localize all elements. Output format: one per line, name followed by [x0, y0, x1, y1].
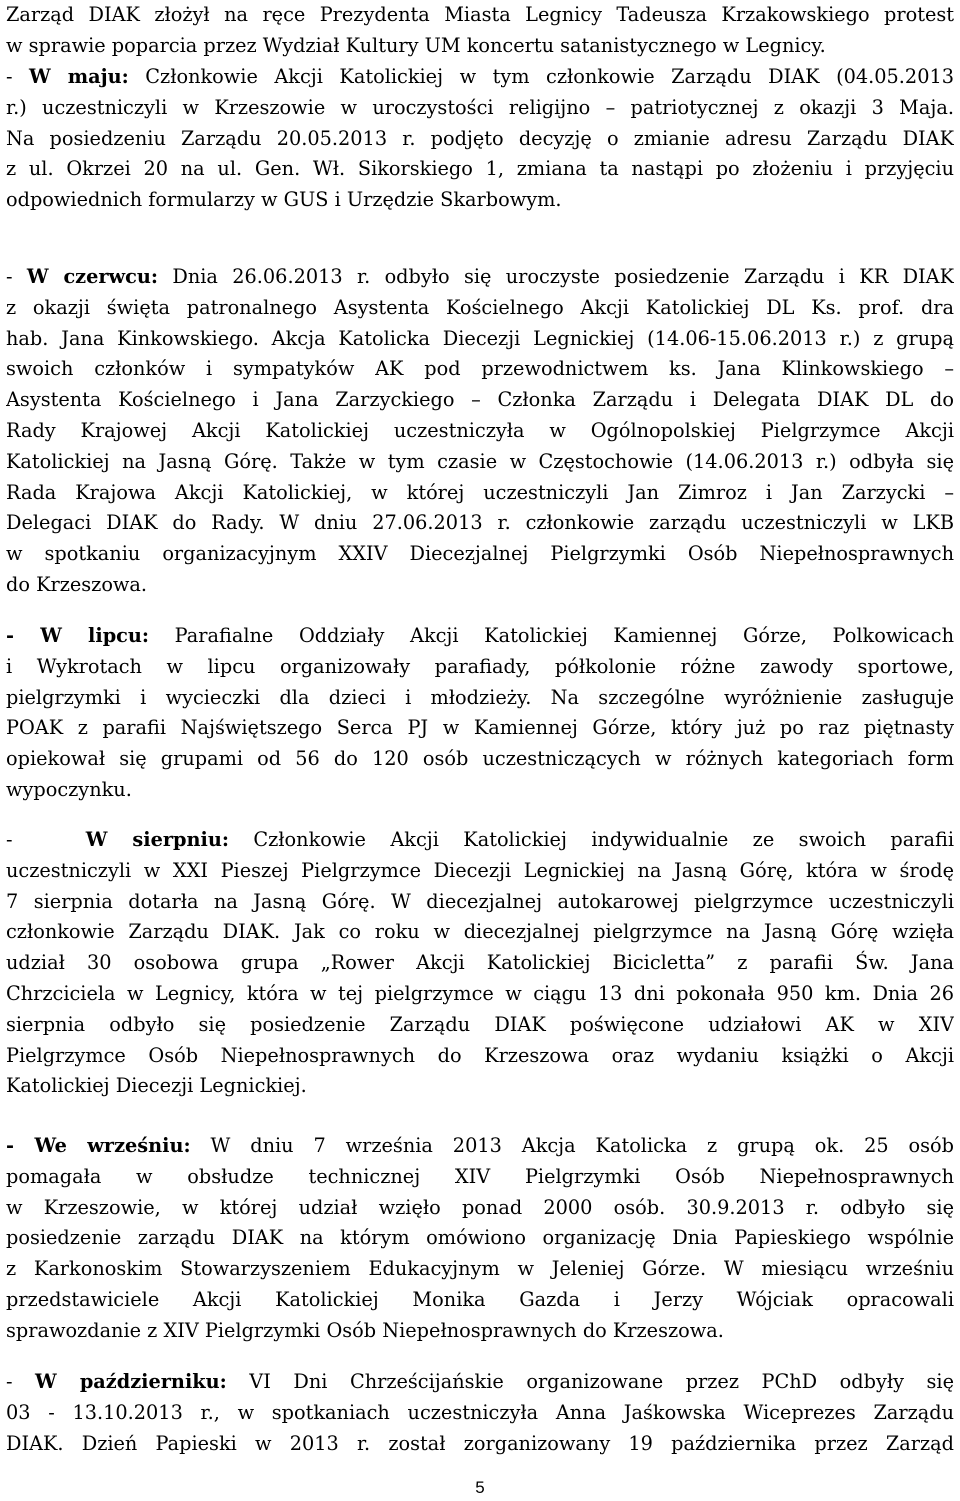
page-number: 5 [475, 1478, 485, 1497]
text-line: w spotkaniu organizacyjnym XXIV Diecezjalnej Pielgrzymki Osób Niepełnosprawnych [6, 542, 954, 566]
text-line: sprawozdanie z XIV Pielgrzymki Osób Niepełnosprawnych do Krzeszowa. [6, 1318, 724, 1342]
paragraph-intro [6, 0, 954, 62]
text-line: hab. Jana Kinkowskiego. Akcja Katolicka Diecezji Legnickiej (14.06-15.06.2013 r.) z grupą [6, 326, 954, 350]
text-line: 03 - 13.10.2013 r., w spotkaniach uczestniczyła Anna Jaśkowska Wiceprezes Zarządu [6, 1400, 954, 1424]
text-line: sierpnia odbyło się posiedzenie Zarządu DIAK poświęcone udziałowi AK w XIV [6, 1012, 954, 1036]
month-label-october: W październiku: [35, 1370, 227, 1393]
text-line: Na posiedzeniu Zarządu 20.05.2013 r. podjęto decyzję o zmianie adresu Zarządu DIAK [6, 126, 954, 150]
text-line: do Krzeszowa. [6, 572, 148, 596]
text-line: członkowie Zarządu DIAK. Jak co roku w diecezjalnej pielgrzymce na Jasną Górę wzięła [6, 920, 954, 944]
text-line: POAK z parafii Najświętszego Serca PJ w Kamiennej Górze, który już po raz piętnasty [6, 716, 954, 740]
text-line: w sprawie poparcia przez Wydział Kultury UM koncertu satanistycznego w Legnicy. [6, 33, 826, 57]
month-label-july: - W lipcu: [6, 624, 150, 647]
text-line: Pielgrzymce Osób Niepełnosprawnych do Krzeszowa oraz wydaniu książki o Akcji [6, 1043, 954, 1067]
text-line: DIAK. Dzień Papieski w 2013 r. został zorganizowany 19 października przez Zarząd [6, 1431, 954, 1455]
text-line: uczestniczyli w XXI Pieszej Pielgrzymce Diecezji Legnickiej na Jasną Górę, która w środę [6, 858, 954, 882]
text-line: wypoczynku. [6, 777, 132, 801]
text-line: pomagała w obsłudze technicznej XIV Pielgrzymki Osób Niepełnosprawnych [6, 1164, 954, 1188]
text-line: - W czerwcu: Dnia 26.06.2013 r. odbyło się uroczyste posiedzenie Zarządu i KR DIAK [6, 265, 954, 288]
text-line: udział 30 osobowa grupa „Rower Akcji Katolickiej Bicicletta” z parafii Św. Jana [6, 951, 954, 975]
text-line: posiedzenie zarządu DIAK na którym omówiono organizację Dnia Papieskiego wspólnie [6, 1226, 954, 1250]
text-line: z okazji święta patronalnego Asystenta Kościelnego Akcji Katolickiej DL Ks. prof. dra [6, 295, 954, 319]
text-line: z ul. Okrzei 20 na ul. Gen. Wł. Sikorskiego 1, zmiana ta nastąpi po złożeniu i przyjęciu [6, 157, 954, 181]
text-line: w Krzeszowie, w której udział wzięło ponad 2000 osób. 30.9.2013 r. odbyło się [6, 1195, 954, 1219]
text-line: - We wrześniu: W dniu 7 września 2013 Akcja Katolicka z grupą ok. 25 osób [6, 1134, 954, 1157]
text-line: przedstawiciele Akcji Katolickiej Monika Gazda i Jerzy Wójciak opracowali [6, 1287, 954, 1311]
paragraph-september [6, 1131, 954, 1347]
text-line: - W sierpniu: Członkowie Akcji Katolickiej indywidualnie ze swoich parafii [6, 828, 954, 851]
paragraph-october [6, 1367, 954, 1459]
paragraph-july [6, 621, 954, 806]
paragraph-may [6, 62, 954, 216]
text-line: - W maju: Członkowie Akcji Katolickiej w tym członkowie Zarządu DIAK (04.05.2013 [6, 65, 954, 88]
list-dash: - [6, 65, 30, 88]
text-line: opiekował się grupami od 56 do 120 osób uczestniczących w różnych kategoriach form [6, 747, 954, 771]
text-line: Chrzciciela w Legnicy, która w tej pielgrzymce w ciągu 13 dni pokonała 950 km. Dnia 26 [6, 981, 954, 1005]
text-line: z Karkonoskim Stowarzyszeniem Edukacyjnym w Jeleniej Górze. W miesiącu wrześniu [6, 1257, 954, 1281]
month-label-august: W sierpniu: [85, 828, 229, 851]
text-line: Katolickiej Diecezji Legnickiej. [6, 1074, 307, 1098]
text-line: Rada Krajowa Akcji Katolickiej, w której uczestniczyli Jan Zimroz i Jan Zarzycki – [6, 480, 954, 504]
text-line: Rady Krajowej Akcji Katolickiej uczestniczyła w Ogólnopolskiej Pielgrzymce Akcji [6, 418, 954, 442]
month-label-september: - We wrześniu: [6, 1134, 191, 1157]
text-line: Asystenta Kościelnego i Jana Zarzyckiego – Członka Zarządu i Delegata DIAK DL do [6, 388, 954, 412]
text-line: i Wykrotach w lipcu organizowały parafiady, półkolonie różne zawody sportowe, [6, 654, 954, 678]
paragraph-august [6, 825, 954, 1102]
paragraph-june [6, 262, 954, 601]
month-label-june: W czerwcu: [26, 265, 159, 288]
text-line: swoich członków i sympatyków AK pod przewodnictwem ks. Jana Klinkowskiego – [6, 357, 954, 381]
list-dash: - [6, 1370, 36, 1393]
text-line: Delegaci DIAK do Rady. W dniu 27.06.2013 r. członkowie zarządu uczestniczyli w LKB [6, 511, 954, 535]
text-line: Katolickiej na Jasną Górę. Także w tym czasie w Częstochowie (14.06.2013 r.) odbyła się [6, 449, 954, 473]
list-dash: - [6, 828, 86, 851]
text-line: odpowiednich formularzy w GUS i Urzędzie Skarbowym. [6, 188, 562, 212]
text-line: pielgrzymki i wycieczki dla dzieci i młodzieży. Na szczególne wyróżnienie zasługuje [6, 685, 954, 709]
list-dash: - [6, 265, 27, 288]
month-label-may: W maju: [29, 65, 129, 88]
text-line: - W lipcu: Parafialne Oddziały Akcji Katolickiej Kamiennej Górze, Polkowicach [6, 624, 954, 647]
text-line: r.) uczestniczyli w Krzeszowie w uroczystości religijno – patriotycznej z okazji 3 Maja. [6, 95, 954, 119]
text-line: 7 sierpnia dotarła na Jasną Górę. W diecezjalnej autokarowej pielgrzymce uczestniczyli [6, 889, 954, 913]
text-line: Zarząd DIAK złożył na ręce Prezydenta Miasta Legnicy Tadeusza Krzakowskiego protest [6, 3, 954, 26]
text-line: - W październiku: VI Dni Chrześcijańskie organizowane przez PChD odbyły się [6, 1370, 954, 1393]
